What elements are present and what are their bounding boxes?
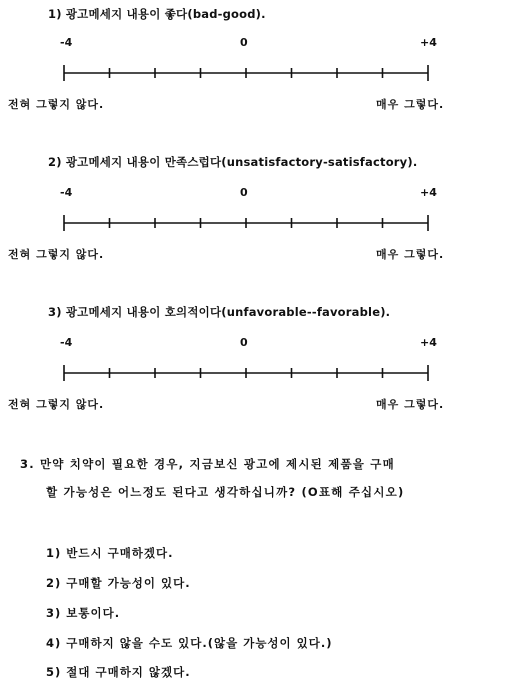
scale-1-max-label: +4 <box>420 36 437 49</box>
question-line-1: 3. 만약 치약이 필요한 경우, 지금보신 광고에 제시된 제품을 구매 <box>20 457 395 471</box>
scale-2-mid-label: 0 <box>240 186 248 199</box>
scale-2-title: 2) 광고메세지 내용이 만족스럽다(unsatisfactory-satisfactory). <box>48 155 418 169</box>
scale-3-max-label: +4 <box>420 336 437 349</box>
scale-1-mid-label: 0 <box>240 36 248 49</box>
scale-1-title: 1) 광고메세지 내용이 좋다(bad-good). <box>48 7 266 21</box>
option-5[interactable]: 5) 절대 구매하지 않겠다. <box>46 665 191 679</box>
scale-3-mid-label: 0 <box>240 336 248 349</box>
option-3[interactable]: 3) 보통이다. <box>46 606 121 620</box>
option-4[interactable]: 4) 구매하지 않을 수도 있다.(않을 가능성이 있다.) <box>46 636 333 650</box>
scale-1-left-anchor: 전혀 그렇지 않다. <box>8 98 105 111</box>
scale-3-line <box>60 362 432 382</box>
scale-3-right-anchor: 매우 그렇다. <box>376 398 445 411</box>
scale-2-right-anchor: 매우 그렇다. <box>376 248 445 261</box>
scale-3-left-anchor: 전혀 그렇지 않다. <box>8 398 105 411</box>
option-1[interactable]: 1) 반드시 구매하겠다. <box>46 546 174 560</box>
question-line-2: 할 가능성은 어느정도 된다고 생각하십니까? (O표해 주십시오) <box>46 485 405 499</box>
scale-1-line <box>60 62 432 82</box>
scale-2-left-anchor: 전혀 그렇지 않다. <box>8 248 105 261</box>
scale-2-line <box>60 212 432 232</box>
scale-2-max-label: +4 <box>420 186 437 199</box>
scale-1-right-anchor: 매우 그렇다. <box>376 98 445 111</box>
scale-2-min-label: -4 <box>60 186 73 199</box>
scale-1-min-label: -4 <box>60 36 73 49</box>
scale-3-title: 3) 광고메세지 내용이 호의적이다(unfavorable--favorable). <box>48 305 391 319</box>
scale-3-min-label: -4 <box>60 336 73 349</box>
option-2[interactable]: 2) 구매할 가능성이 있다. <box>46 576 191 590</box>
